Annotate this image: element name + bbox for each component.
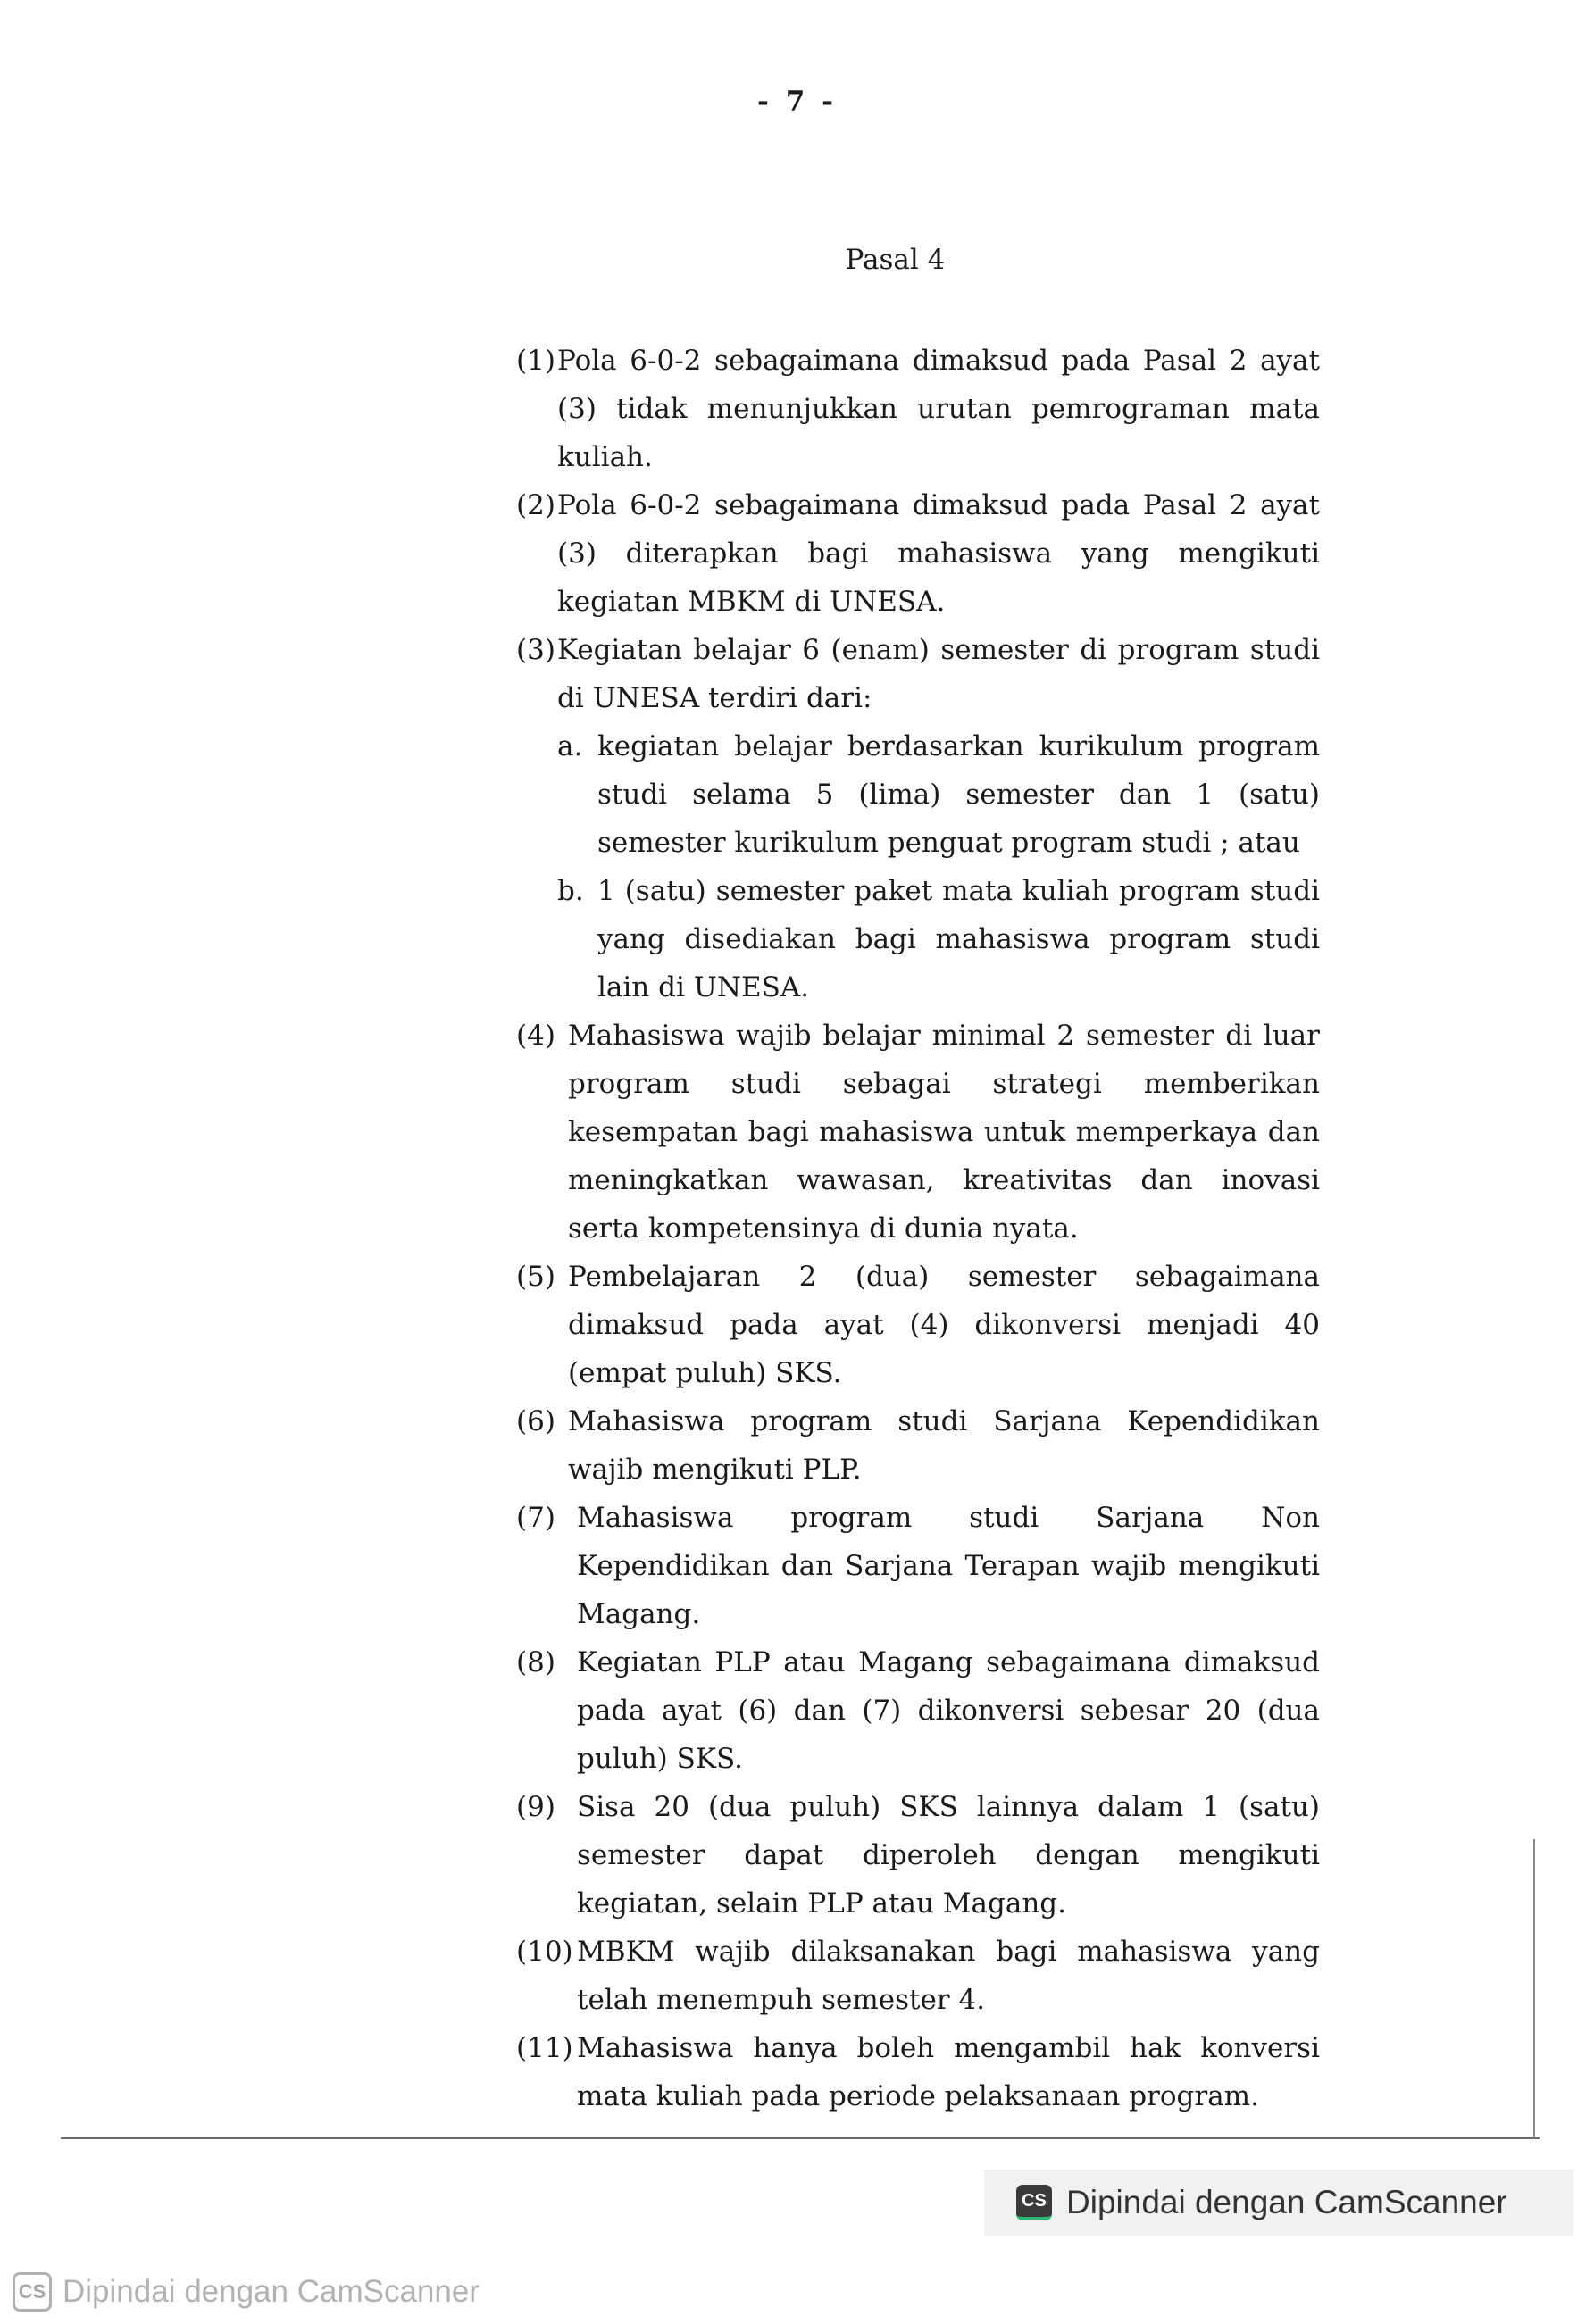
paragraph-text: Mahasiswa wajib belajar minimal 2 semester di luar program studi sebagai strategi memberikan kesempatan bagi mahasiswa untuk memperkaya dan meningkatkan wawasan, kreativitas dan inovasi serta kompetensinya di dunia nyata. [568,1020,1320,1245]
paragraph-text: Pola 6-0-2 sebagaimana dimaksud pada Pasal 2 ayat (3) diterapkan bagi mahasiswa yang mengikuti kegiatan MBKM di UNESA. [557,489,1320,618]
camscanner-logo-icon: CS [1016,2185,1052,2220]
paragraph-number: (11) [516,2032,573,2064]
scan-edge-right [1533,1839,1535,2138]
paragraph-text: Pola 6-0-2 sebagaimana dimaksud pada Pasal 2 ayat (3) tidak menunjukkan urutan pemrograman mata kuliah. [557,345,1320,473]
paragraph-number: (4) [516,1020,555,1052]
paragraph-11 [516,2024,1320,2120]
paragraph-number: (10) [516,1936,573,1968]
sub-item-text: 1 (satu) semester paket mata kuliah program studi yang disediakan bagi mahasiswa program studi lain di UNESA. [597,875,1320,1004]
paragraph-1 [516,337,1320,481]
paragraph-text: Pembelajaran 2 (dua) semester sebagaimana dimaksud pada ayat (4) dikonversi menjadi 40 (empat puluh) SKS. [568,1261,1320,1389]
paragraph-4 [516,1012,1320,1253]
sub-item-b [557,867,1320,1012]
article-body [516,337,1320,2120]
paragraph-2 [516,481,1320,626]
paragraph-text: Mahasiswa hanya boleh mengambil hak konversi mata kuliah pada periode pelaksanaan program. [577,2032,1320,2112]
sub-item-text: kegiatan belajar berdasarkan kurikulum program studi selama 5 (lima) semester dan 1 (satu) semester kurikulum penguat program studi ; atau [597,730,1320,859]
paragraph-number: (9) [516,1791,555,1823]
page-number: - 7 - [757,86,837,118]
paragraph-text: Kegiatan PLP atau Magang sebagaimana dimaksud pada ayat (6) dan (7) dikonversi sebesar 20 (dua puluh) SKS. [577,1646,1320,1775]
camscanner-badge [984,2170,1573,2236]
article-title: Pasal 4 [845,244,946,276]
paragraph-10 [516,1928,1320,2024]
paragraph-number: (8) [516,1646,555,1678]
paragraph-number: (1) [516,345,555,377]
paragraph-text: Sisa 20 (dua puluh) SKS lainnya dalam 1 (satu) semester dapat diperoleh dengan mengikuti kegiatan, selain PLP atau Magang. [577,1791,1320,1920]
scan-edge-bottom [61,2137,1540,2139]
paragraph-number: (7) [516,1502,555,1534]
paragraph-text: Mahasiswa program studi Sarjana Non Kependidikan dan Sarjana Terapan wajib mengikuti Magang. [577,1502,1320,1630]
paragraph-number: (2) [516,489,555,521]
paragraph-8 [516,1638,1320,1783]
paragraph-6 [516,1397,1320,1494]
sub-item-label: b. [557,875,584,907]
camscanner-outline-logo-icon: CS [13,2272,52,2312]
paragraph-7 [516,1494,1320,1638]
sub-item-a [557,722,1320,867]
paragraph-text: Kegiatan belajar 6 (enam) semester di program studi di UNESA terdiri dari: [557,634,1320,714]
paragraph-number: (5) [516,1261,555,1293]
camscanner-badge-text: Dipindai dengan CamScanner [1066,2184,1507,2220]
paragraph-5 [516,1253,1320,1397]
paragraph-number: (6) [516,1405,555,1437]
paragraph-text: MBKM wajib dilaksanakan bagi mahasiswa yang telah menempuh semester 4. [577,1936,1320,2016]
camscanner-footer [13,2272,480,2312]
sub-item-label: a. [557,730,583,762]
paragraph-text: Mahasiswa program studi Sarjana Kependidikan wajib mengikuti PLP. [568,1405,1320,1486]
camscanner-footer-text: Dipindai dengan CamScanner [63,2274,480,2309]
paragraph-3 [516,626,1320,722]
paragraph-number: (3) [516,634,555,666]
paragraph-9 [516,1783,1320,1928]
